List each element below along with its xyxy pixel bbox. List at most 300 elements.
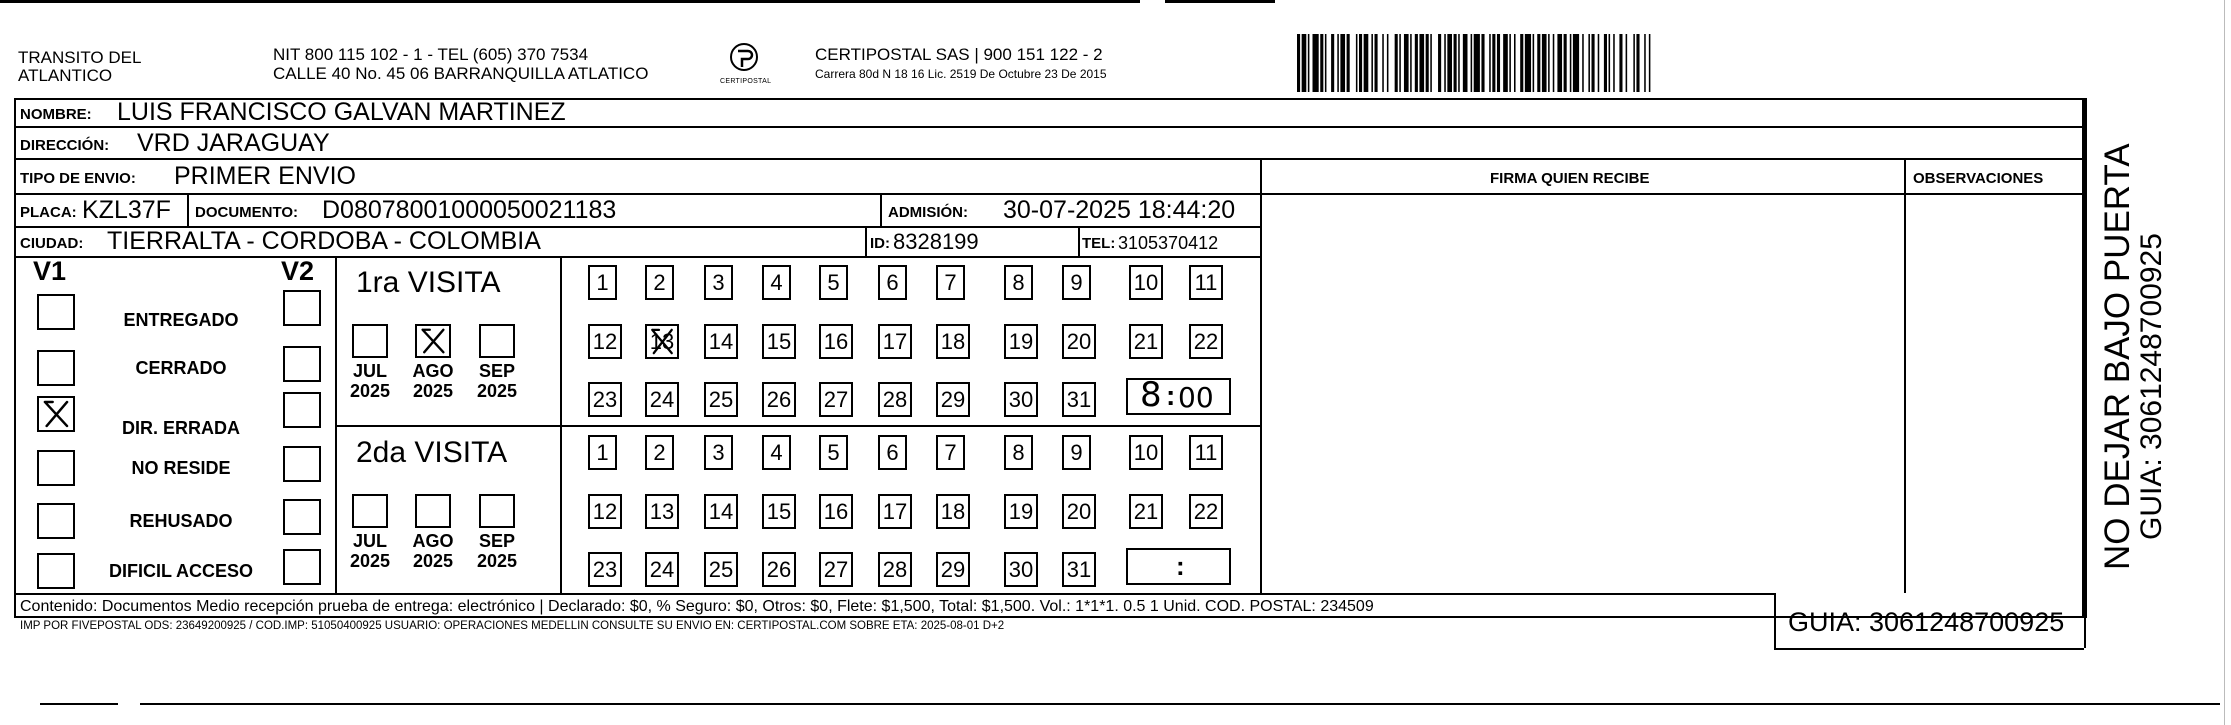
day-number: 26 xyxy=(766,387,792,412)
company-name-line2: ATLANTICO xyxy=(18,66,113,85)
barcode-bar xyxy=(1458,34,1460,92)
direccion-value: VRD JARAGUAY xyxy=(137,129,330,157)
barcode-bar xyxy=(1320,34,1323,92)
admision-divider xyxy=(880,193,882,226)
day-number: 2 xyxy=(653,270,666,295)
day-box[interactable] xyxy=(1129,265,1163,300)
day-box[interactable] xyxy=(704,382,738,417)
barcode-bar xyxy=(1415,34,1418,92)
handwritten-x-mark xyxy=(647,326,677,357)
barcode-bar xyxy=(1570,34,1572,92)
company-name-line1: TRANSITO DEL xyxy=(18,48,142,67)
side-no-dejar: NO DEJAR BAJO PUERTA xyxy=(2098,143,2137,570)
day-box[interactable] xyxy=(762,265,791,300)
day-box[interactable] xyxy=(645,494,679,529)
barcode-bar xyxy=(1514,34,1516,92)
id-label: ID: xyxy=(870,235,890,252)
barcode-bar xyxy=(1564,34,1567,92)
day-number: 9 xyxy=(1070,270,1083,295)
observaciones-label: OBSERVACIONES xyxy=(1913,170,2044,187)
barcode-bar xyxy=(1371,34,1373,92)
day-box[interactable] xyxy=(1189,494,1223,529)
day-number: 27 xyxy=(823,557,849,582)
direccion-label: DIRECCIÓN: xyxy=(20,137,110,154)
visit-split-right xyxy=(560,425,1260,427)
tel-divider xyxy=(1078,226,1080,256)
day-number: 18 xyxy=(940,499,966,524)
day-box[interactable] xyxy=(762,552,796,587)
barcode-bar xyxy=(1503,34,1508,92)
day-box[interactable] xyxy=(762,382,796,417)
id-value: 8328199 xyxy=(893,229,979,254)
v1-checkbox[interactable] xyxy=(37,396,75,432)
day-number: 18 xyxy=(940,329,966,354)
day-box[interactable] xyxy=(1129,324,1163,359)
day-box[interactable] xyxy=(588,265,617,300)
barcode xyxy=(1297,34,1917,92)
v1-checkbox[interactable] xyxy=(37,350,75,386)
nombre-value: LUIS FRANCISCO GALVAN MARTINEZ xyxy=(117,98,566,126)
month-year: 2025 xyxy=(349,550,391,571)
month-name: JUL xyxy=(352,361,387,381)
day-number: 19 xyxy=(1008,329,1034,354)
barcode-bar xyxy=(1573,34,1579,92)
barcode-bar xyxy=(1481,34,1484,92)
documento-label: DOCUMENTO: xyxy=(195,204,299,221)
v2-checkbox[interactable] xyxy=(283,446,321,482)
day-number: 1 xyxy=(596,440,609,465)
imp-text: IMP POR FIVEPOSTAL ODS: 23649200925 / COD.IMP: 51050400925 USUARIO: OPERACIONES MEDELLIN CONSULTE SU ENVIO EN: CERTIPOSTAL.COM SOBRE ETA: 2025-08-01 D+2 xyxy=(20,620,1005,632)
day-box[interactable] xyxy=(704,435,733,470)
barcode-bar xyxy=(1492,34,1495,92)
day-box[interactable] xyxy=(1062,324,1096,359)
day-number: 15 xyxy=(766,329,792,354)
v1-checkbox[interactable] xyxy=(37,450,75,486)
month-checkbox[interactable] xyxy=(415,494,451,528)
month-year: 2025 xyxy=(476,380,518,401)
barcode-bar xyxy=(1444,34,1446,92)
day-box[interactable] xyxy=(645,265,674,300)
barcode-bar xyxy=(1387,34,1389,92)
barcode-bar xyxy=(1592,34,1595,92)
observaciones-left-border xyxy=(1904,158,1906,593)
day-box[interactable] xyxy=(1004,435,1033,470)
contenido-text: Contenido: Documentos Medio recepción prueba de entrega: electrónico | Declarado: $0, % Seguro: $0, Otros: $0, Flete: $1,500, Total: $1,500. Vol.: 1*1*1. 0.5 1 Unid. COD. POSTAL: 234509 xyxy=(20,598,1374,615)
day-box[interactable] xyxy=(878,435,907,470)
day-box[interactable] xyxy=(1189,435,1223,470)
day-box[interactable] xyxy=(936,494,970,529)
day-box[interactable] xyxy=(1129,494,1163,529)
barcode-bar xyxy=(1525,34,1531,92)
barcode-bar xyxy=(1553,34,1555,92)
day-box[interactable] xyxy=(588,552,622,587)
day-number: 17 xyxy=(882,499,908,524)
barcode-bar xyxy=(1474,34,1480,92)
tipo-envio-label: TIPO DE ENVIO: xyxy=(20,170,136,187)
month-year: 2025 xyxy=(476,550,518,571)
day-number: 23 xyxy=(592,387,618,412)
day-number: 9 xyxy=(1070,440,1083,465)
barcode-bar xyxy=(1359,34,1362,92)
month-checkbox[interactable] xyxy=(352,324,388,358)
status-option-label: DIFICIL ACCESO xyxy=(108,561,253,581)
observaciones-right-border xyxy=(2084,158,2086,193)
day-box[interactable] xyxy=(1004,324,1038,359)
barcode-bar xyxy=(1497,34,1500,92)
day-number: 22 xyxy=(1193,499,1219,524)
tipo-envio-value: PRIMER ENVIO xyxy=(174,162,356,190)
certipostal-line2: Carrera 80d N 18 16 Lic. 2519 De Octubre 23 De 2015 xyxy=(815,67,1107,81)
day-box[interactable] xyxy=(588,435,617,470)
barcode-bar xyxy=(1364,34,1369,92)
v1-checkbox[interactable] xyxy=(37,503,75,539)
month-name: JUL xyxy=(352,531,387,551)
barcode-bar xyxy=(1509,34,1511,92)
day-number: 20 xyxy=(1066,499,1092,524)
barcode-bar xyxy=(1633,34,1635,92)
visit1-time-sep: : xyxy=(1166,380,1176,411)
day-number: 14 xyxy=(708,499,734,524)
day-number: 23 xyxy=(592,557,618,582)
barcode-bar xyxy=(1419,34,1424,92)
month-label xyxy=(403,532,463,572)
day-number: 21 xyxy=(1133,329,1159,354)
day-number: 14 xyxy=(708,329,734,354)
barcode-bar xyxy=(1542,34,1547,92)
day-box[interactable] xyxy=(1062,265,1091,300)
barcode-bar xyxy=(1297,34,1300,92)
visit1-time-min: 00 xyxy=(1178,381,1214,414)
month-label xyxy=(467,362,527,402)
day-box[interactable] xyxy=(878,382,912,417)
barcode-bar xyxy=(1598,34,1600,92)
day-box[interactable] xyxy=(704,265,733,300)
day-box[interactable] xyxy=(1004,494,1038,529)
barcode-bar xyxy=(1426,34,1429,92)
day-number: 3 xyxy=(712,270,725,295)
footer-divider xyxy=(14,593,1774,595)
scan-bottom-line xyxy=(40,703,118,705)
day-number: 13 xyxy=(649,329,675,354)
day-box[interactable] xyxy=(588,324,622,359)
day-number: 24 xyxy=(649,557,675,582)
day-box[interactable] xyxy=(704,552,738,587)
day-number: 28 xyxy=(882,557,908,582)
day-number: 10 xyxy=(1133,440,1159,465)
v2-checkbox[interactable] xyxy=(283,549,321,585)
day-number: 26 xyxy=(766,557,792,582)
day-number: 10 xyxy=(1133,270,1159,295)
day-number: 6 xyxy=(886,440,899,465)
day-box[interactable] xyxy=(936,435,965,470)
status-option-label: CERRADO xyxy=(135,358,227,378)
day-number: 11 xyxy=(1194,440,1218,465)
admision-value: 30-07-2025 18:44:20 xyxy=(1003,196,1236,224)
barcode-bar xyxy=(1604,34,1607,92)
barcode-bar xyxy=(1520,34,1523,92)
status-option-label: REHUSADO xyxy=(129,511,233,531)
barcode-bar xyxy=(1347,34,1350,92)
day-number: 5 xyxy=(827,440,840,465)
barcode-bar xyxy=(1395,34,1398,92)
day-number: 28 xyxy=(882,387,908,412)
day-box[interactable] xyxy=(819,494,853,529)
day-box[interactable] xyxy=(878,265,907,300)
day-box[interactable] xyxy=(645,324,679,359)
month-checkbox[interactable] xyxy=(415,324,451,358)
day-number: 31 xyxy=(1066,557,1092,582)
day-number: 6 xyxy=(886,270,899,295)
barcode-bar xyxy=(1382,34,1384,92)
day-box[interactable] xyxy=(762,324,796,359)
firma-left-border xyxy=(1260,158,1262,593)
day-number: 17 xyxy=(882,329,908,354)
month-name: SEP xyxy=(478,531,516,551)
scan-edge-line xyxy=(1165,0,1275,3)
barcode-bar xyxy=(1447,34,1452,92)
barcode-bar xyxy=(1582,34,1584,92)
day-box[interactable] xyxy=(1062,435,1091,470)
day-box[interactable] xyxy=(645,552,679,587)
placa-label: PLACA: xyxy=(20,204,77,221)
day-box[interactable] xyxy=(645,435,674,470)
tel-value: 3105370412 xyxy=(1118,233,1219,253)
scan-right-edge xyxy=(2224,0,2225,725)
certipostal-line1: CERTIPOSTAL SAS | 900 151 122 - 2 xyxy=(815,45,1103,64)
barcode-bar xyxy=(1302,34,1307,92)
nit-line: NIT 800 115 102 - 1 - TEL (605) 370 7534 xyxy=(273,45,589,64)
barcode-bar xyxy=(1548,34,1550,92)
day-number: 16 xyxy=(823,329,849,354)
status-option-label: DIR. ERRADA xyxy=(121,418,240,438)
day-box[interactable] xyxy=(878,324,912,359)
day-number: 7 xyxy=(944,440,957,465)
month-checkbox[interactable] xyxy=(479,494,515,528)
side-guia: GUIA: 3061248700925 xyxy=(2135,233,2168,540)
barcode-bar xyxy=(1430,34,1432,92)
day-number: 22 xyxy=(1193,329,1219,354)
day-number: 4 xyxy=(770,440,783,465)
barcode-bar xyxy=(1636,34,1639,92)
row-divider xyxy=(14,193,1260,195)
day-number: 27 xyxy=(823,387,849,412)
row-divider xyxy=(14,158,2084,160)
tel-label: TEL: xyxy=(1082,235,1116,252)
day-box[interactable] xyxy=(936,382,970,417)
month-checkbox[interactable] xyxy=(352,494,388,528)
day-box[interactable] xyxy=(588,494,622,529)
barcode-bar xyxy=(1619,34,1622,92)
day-box[interactable] xyxy=(1004,382,1038,417)
barcode-bar xyxy=(1410,34,1412,92)
barcode-bar xyxy=(1313,34,1319,92)
day-number: 11 xyxy=(1194,270,1218,295)
day-number: 16 xyxy=(823,499,849,524)
scan-edge-line xyxy=(0,0,1140,3)
day-box[interactable] xyxy=(819,435,848,470)
day-box[interactable] xyxy=(819,265,848,300)
day-box[interactable] xyxy=(1004,552,1038,587)
day-number: 31 xyxy=(1066,387,1092,412)
barcode-bar xyxy=(1609,34,1611,92)
id-divider xyxy=(865,226,867,256)
status-option-label: NO RESIDE xyxy=(131,458,231,478)
ciudad-value: TIERRALTA - CORDOBA - COLOMBIA xyxy=(107,227,541,255)
placa-value: KZL37F xyxy=(82,196,171,224)
day-box[interactable] xyxy=(1189,324,1223,359)
visit1-time-box[interactable] xyxy=(1126,375,1231,415)
visit2-title: 2da VISITA xyxy=(356,436,508,469)
day-box[interactable] xyxy=(819,324,853,359)
day-number: 3 xyxy=(712,440,725,465)
day-number: 8 xyxy=(1012,440,1025,465)
barcode-bar xyxy=(1557,34,1562,92)
barcode-bar xyxy=(1649,34,1651,92)
barcode-bar xyxy=(1463,34,1468,92)
day-number: 4 xyxy=(770,270,783,295)
day-box[interactable] xyxy=(936,324,970,359)
month-label xyxy=(340,532,400,572)
barcode-bar xyxy=(1626,34,1628,92)
month-label xyxy=(467,532,527,572)
nombre-label: NOMBRE: xyxy=(20,106,92,123)
day-number: 12 xyxy=(592,329,618,354)
month-year: 2025 xyxy=(412,380,454,401)
visit-split-left xyxy=(335,425,560,427)
visit2-time-box[interactable] xyxy=(1126,548,1231,585)
day-number: 5 xyxy=(827,270,840,295)
day-box[interactable] xyxy=(936,265,965,300)
barcode-bar xyxy=(1644,34,1646,92)
documento-value: D08078001000050021183 xyxy=(322,196,617,224)
day-number: 29 xyxy=(940,387,966,412)
day-number: 20 xyxy=(1066,329,1092,354)
month-year: 2025 xyxy=(349,380,391,401)
month-name: AGO xyxy=(412,531,454,551)
admision-label: ADMISIÓN: xyxy=(888,204,968,221)
barcode-bar xyxy=(1375,34,1378,92)
month-label xyxy=(340,362,400,402)
day-number: 2 xyxy=(653,440,666,465)
day-box[interactable] xyxy=(1004,265,1033,300)
day-number: 29 xyxy=(940,557,966,582)
day-box[interactable] xyxy=(936,552,970,587)
placa-divider xyxy=(187,193,189,226)
visit1-title: 1ra VISITA xyxy=(356,266,501,299)
v2-checkbox[interactable] xyxy=(283,346,321,382)
barcode-bar xyxy=(1588,34,1590,92)
barcode-bar xyxy=(1489,34,1491,92)
guia-box-right xyxy=(2084,593,2086,648)
barcode-bar xyxy=(1399,34,1401,92)
day-number: 1 xyxy=(596,270,609,295)
day-number: 13 xyxy=(649,499,675,524)
day-number: 21 xyxy=(1133,499,1159,524)
v2-checkbox[interactable] xyxy=(283,499,321,535)
day-box[interactable] xyxy=(762,435,791,470)
v1-checkbox[interactable] xyxy=(37,553,75,589)
day-box[interactable] xyxy=(1062,552,1096,587)
day-number: 19 xyxy=(1008,499,1034,524)
day-box[interactable] xyxy=(819,382,853,417)
day-box[interactable] xyxy=(1129,435,1163,470)
handwritten-x-mark xyxy=(39,398,73,430)
barcode-bar xyxy=(1471,34,1473,92)
visit1-time-hour: 8 xyxy=(1140,375,1162,415)
row-divider xyxy=(1260,193,2084,195)
status-option-label: ENTREGADO xyxy=(123,310,239,330)
v1-checkbox[interactable] xyxy=(37,294,75,330)
day-box[interactable] xyxy=(1062,382,1096,417)
day-number: 15 xyxy=(766,499,792,524)
barcode-bar xyxy=(1454,34,1457,92)
day-number: 25 xyxy=(708,557,734,582)
day-number: 25 xyxy=(708,387,734,412)
visit2-time-sep: : xyxy=(1176,551,1185,581)
logo-text: CERTIPOSTAL xyxy=(720,78,772,85)
month-year: 2025 xyxy=(412,550,454,571)
firma-label: FIRMA QUIEN RECIBE xyxy=(1490,170,1650,187)
v1-label: V1 xyxy=(33,256,67,286)
month-label xyxy=(403,362,463,402)
day-number: 30 xyxy=(1008,557,1034,582)
day-number: 24 xyxy=(649,387,675,412)
row-divider xyxy=(14,126,2084,128)
guia-box-bottom xyxy=(1774,648,2084,650)
ciudad-label: CIUDAD: xyxy=(20,235,84,252)
handwritten-x-mark xyxy=(417,326,449,356)
certipostal-logo xyxy=(718,41,770,91)
day-box[interactable] xyxy=(819,552,853,587)
day-box[interactable] xyxy=(878,494,912,529)
day-box[interactable] xyxy=(704,494,738,529)
barcode-bar xyxy=(1325,34,1327,92)
v2-checkbox[interactable] xyxy=(283,290,321,326)
day-box[interactable] xyxy=(645,382,679,417)
barcode-bar xyxy=(1613,34,1615,92)
barcode-bar xyxy=(1356,34,1358,92)
v2-label: V2 xyxy=(281,256,315,286)
barcode-bar xyxy=(1308,34,1310,92)
scan-bottom-line xyxy=(140,703,2220,705)
month-name: SEP xyxy=(478,361,516,381)
day-box[interactable] xyxy=(588,382,622,417)
day-box[interactable] xyxy=(704,324,738,359)
barcode-bar xyxy=(1340,34,1345,92)
guia-box-left xyxy=(1774,593,1776,648)
barcode-bar xyxy=(1337,34,1339,92)
day-box[interactable] xyxy=(878,552,912,587)
row-divider xyxy=(14,256,1260,258)
barcode-bar xyxy=(1438,34,1441,92)
day-box[interactable] xyxy=(1062,494,1096,529)
day-number: 30 xyxy=(1008,387,1034,412)
address-line: CALLE 40 No. 45 06 BARRANQUILLA ATLATICO xyxy=(273,64,649,83)
barcode-bar xyxy=(1404,34,1409,92)
barcode-bar xyxy=(1331,34,1334,92)
day-box[interactable] xyxy=(762,494,796,529)
day-box[interactable] xyxy=(1189,265,1223,300)
barcode-bar xyxy=(1537,34,1540,92)
v2-checkbox[interactable] xyxy=(283,392,321,428)
guia-footer: GUIA: 3061248700925 xyxy=(1788,607,2065,637)
month-name: AGO xyxy=(412,361,454,381)
day-number: 7 xyxy=(944,270,957,295)
day-number: 12 xyxy=(592,499,618,524)
day-number: 8 xyxy=(1012,270,1025,295)
month-checkbox[interactable] xyxy=(479,324,515,358)
barcode-bar xyxy=(1533,34,1535,92)
